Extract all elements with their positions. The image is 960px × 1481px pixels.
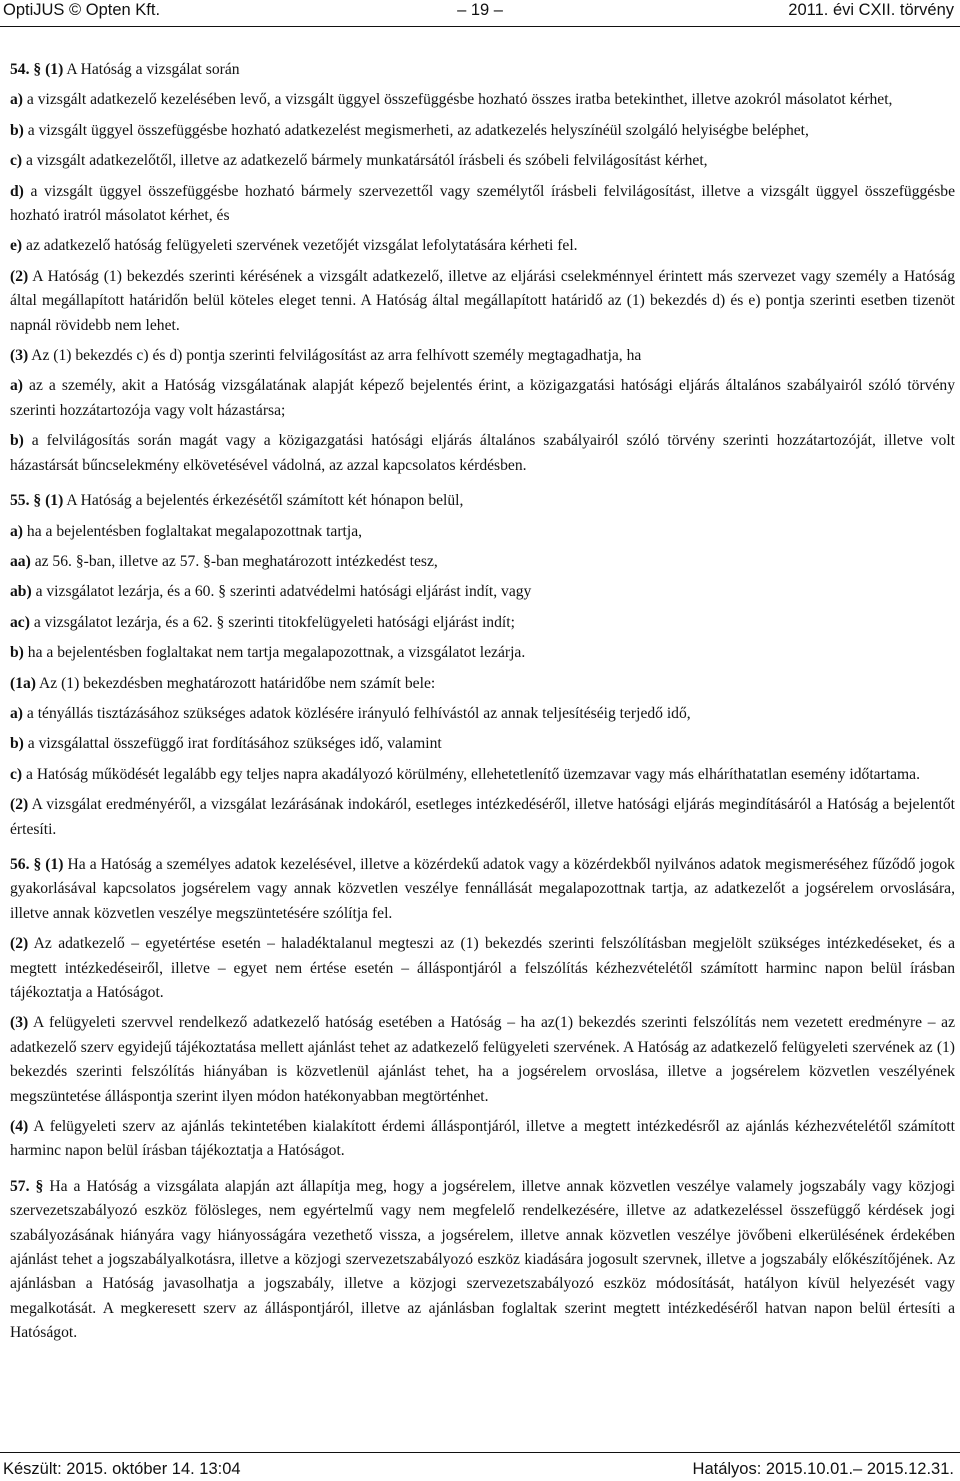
section-55-para-1a-point-c: [10, 763, 955, 787]
section-54-para-3-point-b: [10, 429, 955, 478]
point-label: b): [10, 644, 24, 662]
paragraph-text: a vizsgálattal összefüggő irat fordításához szükséges idő, valamint: [23, 735, 442, 753]
paragraph-label: (1a): [10, 674, 36, 692]
point-label: b): [10, 735, 24, 753]
paragraph-label: (2): [10, 796, 29, 814]
paragraph-text: Ha a Hatóság a vizsgálata alapján azt állapítja meg, hogy a jogsérelem, illetve annak közvetlen veszélye valamely jogszabály vagy közjogi szervezetszabályozó eszköz fölösleges, nem egyértelmű vagy nem megfelelő rendelkezésére, illetve az adatkezeléssel összefüggő kérdések jogi szabályozásának hiányára vagy hiányosságára vezethető vissza, a jogsérelem, illetve annak közvetlen veszélye jövőbeni elkerülésének érdekében ajánlást tehet a jogszabályalkotásra, illetve a közjogi szervezetszabályozó eszköz kiadására jogosult szervnek, illetve a jogszabály előkészítőjének. Az ajánlásban a Hatóság javasolhatja a jogszabály, illetve a közjogi szervezetszabályozó eszköz módosítását, hatályon kívül helyezését vagy megalkotását. A megkeresett szerv az álláspontjáról, illetve az ajánlásban foglaltak szerint megtett intézkedéséről hatvan napon belül értesíti a Hatóságot.: [10, 1177, 956, 1342]
paragraph-text: a vizsgált üggyel összefüggésbe hozható bármely szervezettől vagy személytől írásbeli felvilágosítást, illetve a vizsgált üggyel összefüggésbe hozható iratról másolatot kérhet, és: [10, 182, 955, 225]
section-55-para-2: [10, 793, 955, 842]
section-56-para-4: [10, 1115, 955, 1164]
paragraph-text: a vizsgálatot lezárja, és a 60. § szerinti adatvédelmi hatósági eljárást indít, vagy: [31, 583, 532, 601]
paragraph-text: Az (1) bekezdés c) és d) pontja szerinti felvilágosítást az arra felhívott személy megtagadhatja, ha: [28, 347, 642, 365]
section-label: 55. § (1): [10, 492, 64, 510]
paragraph-text: Az (1) bekezdésben meghatározott határidőbe nem számít bele:: [35, 674, 436, 692]
section-54-point-c: [10, 149, 955, 173]
point-label: a): [10, 91, 23, 109]
paragraph-text: A Hatóság a bejelentés érkezésétől számított két hónapon belül,: [63, 492, 464, 510]
section-54-para-3: [10, 344, 955, 368]
point-label: a): [10, 377, 23, 395]
point-label: e): [10, 237, 23, 255]
section-56-para-2: [10, 932, 955, 1005]
section-56-para-3: [10, 1011, 955, 1109]
paragraph-label: (3): [10, 1014, 29, 1032]
section-55-para-1a-point-b: [10, 732, 955, 756]
page-header: [0, 0, 960, 26]
section-55-para-1a: [10, 672, 955, 696]
paragraph-text: az a személy, akit a Hatóság vizsgálatának alapját képező bejelentés érint, a közigazgatási hatósági eljárás általános szabályairól szóló törvény szerinti hozzátartozója vagy volt házastársa;: [10, 377, 955, 419]
section-54-point-e: [10, 234, 955, 258]
point-label: a): [10, 704, 23, 722]
paragraph-text: A Hatóság (1) bekezdés szerinti kérésének a vizsgált adatkezelő, illetve az eljárási cselekménnyel érintett más szervezet vagy személy a Hatóság által megállapított határidőn belül köteles eleget tenni. A Hatóság által megállapított határidő az (1) bekezdés d) és e) pontja szerinti esetben tizenöt napnál rövidebb nem lehet.: [10, 267, 955, 334]
section-54-para-1: [10, 58, 955, 82]
point-label: aa): [10, 552, 31, 570]
header-rule: [0, 26, 960, 27]
section-label: 54. § (1): [10, 61, 64, 78]
point-label: ac): [10, 613, 30, 631]
paragraph-text: a vizsgálatot lezárja, és a 62. § szerinti titokfelügyeleti hatósági eljárást indít;: [29, 613, 515, 631]
paragraph-text: A vizsgálat eredményéről, a vizsgálat lezárásának indokáról, esetleges intézkedéséről, illetve hatósági eljárás megindításáról a Hatóság a bejelentőt értesíti.: [10, 796, 955, 838]
paragraph-text: Az adatkezelő – egyetértése esetén – haladéktalanul megteszi az (1) bekezdés szerinti felszólításban megjelölt szükséges intézkedéseket, és a megtett intézkedéseiről, illetve – egyet nem értése esetén – álláspontjáról a felszólítás kézhezvételétől számított harminc napon belül írásban tájékoztatja a Hatóságot.: [10, 935, 955, 1001]
point-label: d): [10, 182, 24, 200]
paragraph-text: A felügyeleti szervvel rendelkező adatkezelő hatóság esetében a Hatóság – ha az(1) bekezdés szerinti felszólítás nem vezetett eredményre – az adatkezelő szerv egyidejű tájékoztatása mellett ajánlást tehet az adatkezelő felügyeleti szervének. A Hatóság az adatkezelő felügyeleti szervének az (1) bekezdés szerinti felszólítás hiányában is közvetlenül ajánlást tehet, ha a jogsérelem orvoslása, illetve a jogsérelem közvetlen veszélyének megszüntetése álláspontja szerint ilyen módon hatékonyabban megtörténhet.: [10, 1014, 955, 1105]
section-55-point-a: [10, 520, 955, 544]
paragraph-text: a tényállás tisztázásához szükséges adatok közlésére irányuló felhívástól az annak teljesítéséig terjedő idő,: [23, 704, 691, 722]
created-date: Készült: 2015. október 14. 13:04: [3, 1460, 241, 1478]
paragraph-text: a vizsgált adatkezelőtől, illetve az adatkezelő bármely munkatársától írásbeli és szóbeli felvilágosítást kérhet,: [22, 152, 708, 170]
paragraph-text: A Hatóság a vizsgálat során: [63, 61, 240, 78]
paragraph-text: az 56. §-ban, illetve az 57. §-ban meghatározott intézkedést tesz,: [30, 552, 438, 570]
section-54-para-2: [10, 265, 955, 338]
paragraph-text: a vizsgált üggyel összefüggésbe hozható adatkezelést megismerheti, az adatkezelés helyszínéül szolgáló helyiségbe beléphet,: [23, 121, 809, 139]
section-55-para-1a-point-a: [10, 702, 955, 726]
section-54-point-d: [10, 180, 955, 229]
paragraph-label: (2): [10, 267, 29, 285]
section-56-para-1: [10, 853, 955, 926]
paragraph-label: (2): [10, 935, 29, 953]
point-label: c): [10, 152, 23, 170]
section-55-para-1: [10, 489, 955, 513]
effective-period: Hatályos: 2015.10.01.– 2015.12.31.: [692, 1460, 954, 1478]
footer-rule: [0, 1452, 960, 1453]
paragraph-text: a felvilágosítás során magát vagy a közigazgatási hatósági eljárás általános szabályairól szóló törvény szerinti hozzátartozóját, illetve volt házastársát bűncselekmény elkövetésével vádolná, az azzal kapcsolatos kérdésben.: [10, 432, 955, 474]
section-label: 57. §: [10, 1177, 44, 1195]
paragraph-text: Ha a Hatóság a személyes adatok kezelésével, illetve a közérdekű adatok vagy a közérdekből nyilvános adatok megismeréséhez fűződő jogok gyakorlásával kapcsolatos jogsérelem vagy annak közvetlen veszélye fennállását megalapozottnak tartja, az adatkezelőt a jogsérelem orvoslására, illetve annak közvetlen veszélye megszüntetésére szólítja fel.: [10, 855, 955, 922]
section-55-point-aa: [10, 550, 955, 574]
section-55-point-b: [10, 641, 955, 665]
section-54-point-a: [10, 88, 955, 112]
law-title: 2011. évi CXII. törvény: [788, 1, 954, 19]
section-label: 56. § (1): [10, 855, 64, 873]
point-label: b): [10, 121, 24, 139]
section-55-point-ac: [10, 611, 955, 635]
paragraph-text: ha a bejelentésben foglaltakat megalapozottnak tartja,: [23, 522, 363, 540]
paragraph-text: ha a bejelentésben foglaltakat nem tartja megalapozottnak, a vizsgálatot lezárja.: [23, 644, 526, 662]
point-label: a): [10, 522, 23, 540]
paragraph-label: (3): [10, 347, 29, 365]
point-label: b): [10, 432, 24, 450]
point-label: ab): [10, 583, 32, 601]
paragraph-text: a Hatóság működését legalább egy teljes napra akadályozó körülmény, ellehetetlenítő üzemzavar vagy más elháríthatatlan esemény időtartama.: [22, 765, 920, 783]
section-55-point-ab: [10, 580, 955, 604]
point-label: c): [10, 765, 23, 783]
paragraph-text: az adatkezelő hatóság felügyeleti szervének vezetőjét vizsgálat lefolytatására kérheti fel.: [22, 237, 578, 255]
page-number: – 19 –: [457, 1, 503, 19]
document-body: [10, 58, 955, 1346]
section-57: [10, 1175, 955, 1346]
paragraph-label: (4): [10, 1118, 29, 1136]
section-54-para-3-point-a: [10, 374, 955, 423]
section-54-point-b: [10, 119, 955, 143]
paragraph-text: A felügyeleti szerv az ajánlás tekintetében kialakított érdemi álláspontjáról, illetve a megtett intézkedésről az ajánlás kézhezvételétől számított harminc napon belül írásban tájékoztatja a Hatóságot.: [10, 1118, 955, 1160]
page-footer: [0, 1455, 960, 1481]
publisher-label: OptiJUS © Opten Kft.: [3, 1, 161, 19]
paragraph-text: a vizsgált adatkezelő kezelésében levő, a vizsgált üggyel összefüggésbe hozható összes iratba betekinthet, illetve azokról másolatot kérhet,: [23, 91, 893, 109]
